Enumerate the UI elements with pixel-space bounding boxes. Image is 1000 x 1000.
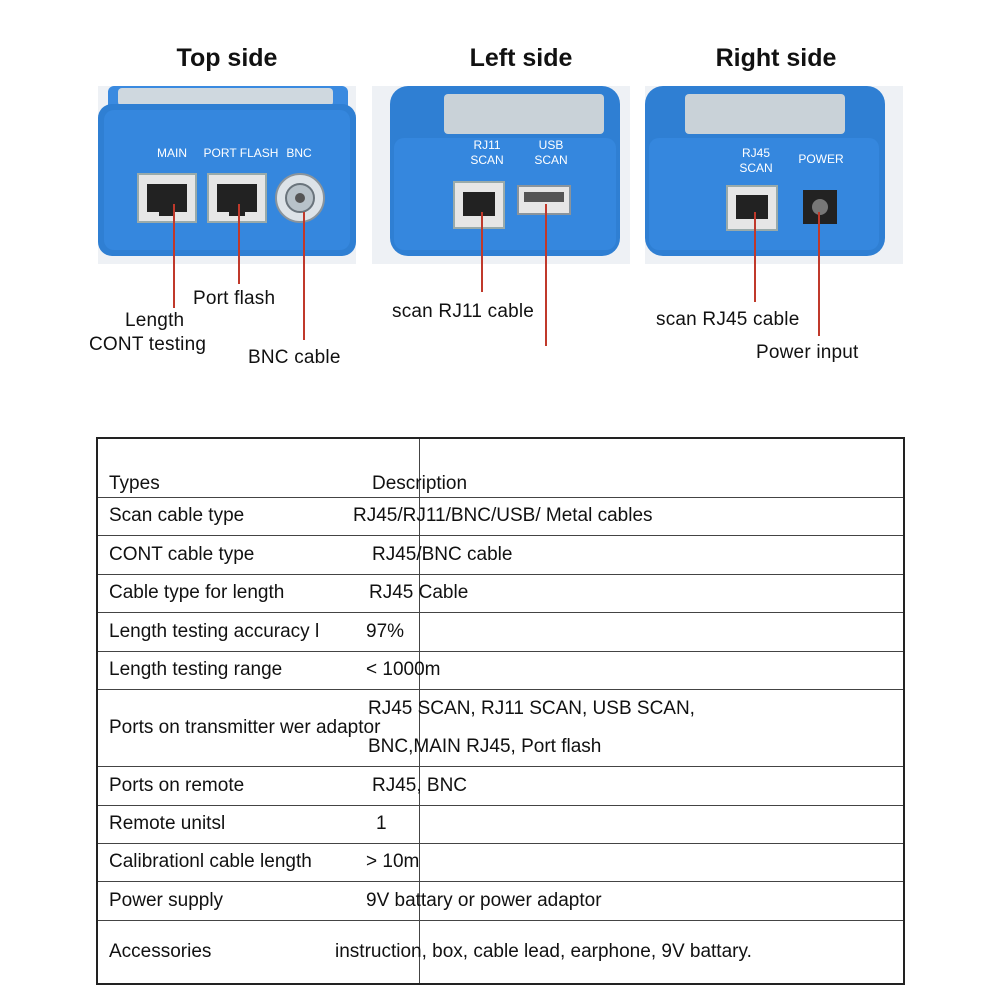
table-row bbox=[98, 689, 903, 767]
callout-line-main bbox=[173, 204, 175, 308]
table-cell-type: Power supply bbox=[109, 889, 224, 911]
table-row bbox=[98, 843, 903, 882]
top-side-photo bbox=[98, 86, 356, 264]
table-cell-description: RJ45/BNC cable bbox=[372, 543, 513, 565]
top-side-device-illustration bbox=[98, 86, 356, 264]
table-cell-description: RJ45, BNC bbox=[372, 774, 468, 796]
table-cell-type: Cable type for length bbox=[109, 582, 285, 603]
table-cell-type: Length testing range bbox=[109, 659, 283, 680]
table-cell-description: RJ45/RJ11/BNC/USB/ Metal cables bbox=[353, 505, 653, 526]
port-label-main: MAIN bbox=[157, 146, 187, 160]
heading-left-side: Left side bbox=[469, 44, 573, 72]
table-row bbox=[98, 574, 903, 613]
table-row bbox=[98, 612, 903, 652]
callout-line-usb bbox=[545, 204, 547, 346]
table-cell-description-line2: BNC,MAIN RJ45, Port flash bbox=[368, 736, 602, 757]
table-header-types: Types bbox=[109, 473, 160, 494]
table-cell-description: RJ45 SCAN, RJ11 SCAN, USB SCAN, bbox=[368, 698, 695, 719]
table-cell-description: 9V battary or power adaptor bbox=[366, 889, 602, 911]
table-header-description: Description bbox=[372, 473, 468, 494]
table-cell-description: RJ45 Cable bbox=[369, 582, 469, 603]
table-cell-type: Ports on remote bbox=[109, 774, 245, 796]
table-row bbox=[98, 535, 903, 575]
table-row bbox=[98, 881, 903, 921]
spec-table bbox=[96, 437, 905, 985]
port-label-power: POWER bbox=[798, 152, 844, 166]
callout-scan-rj11: scan RJ11 cable bbox=[392, 301, 535, 322]
table-row bbox=[98, 651, 903, 690]
callout-line-port-flash bbox=[238, 204, 240, 284]
callout-length: Length bbox=[125, 310, 185, 331]
callout-line-power bbox=[818, 212, 820, 336]
table-row bbox=[98, 920, 903, 984]
table-cell-type: Accessories bbox=[109, 940, 212, 962]
port-label-bnc: BNC bbox=[286, 146, 312, 160]
heading-top-side: Top side bbox=[176, 44, 278, 72]
port-label-usb-scan: USB SCAN bbox=[534, 138, 568, 167]
callout-cont-testing: CONT testing bbox=[89, 334, 207, 355]
callout-power-input: Power input bbox=[756, 342, 859, 363]
callout-bnc-cable: BNC cable bbox=[248, 347, 341, 368]
port-label-rj45-scan: RJ45 SCAN bbox=[739, 146, 773, 175]
table-cell-type: Calibrationl cable length bbox=[109, 851, 312, 872]
table-header-row bbox=[98, 439, 903, 497]
callout-line-bnc bbox=[303, 212, 305, 340]
table-cell-type: Length testing accuracy l bbox=[109, 620, 320, 642]
heading-right-side: Right side bbox=[715, 44, 837, 72]
table-cell-description: instruction, box, cable lead, earphone, 9V battary. bbox=[335, 940, 752, 962]
callout-line-rj45 bbox=[754, 212, 756, 302]
table-row bbox=[98, 805, 903, 844]
callout-line-rj11 bbox=[481, 212, 483, 292]
callout-port-flash: Port flash bbox=[193, 288, 276, 309]
table-row bbox=[98, 766, 903, 806]
table-cell-type: Ports on transmitter wer adaptor bbox=[109, 716, 381, 738]
table-cell-description: 1 bbox=[376, 813, 387, 834]
right-side-photo bbox=[645, 86, 903, 264]
table-cell-type: Scan cable type bbox=[109, 505, 245, 526]
table-cell-type: Remote unitsl bbox=[109, 813, 226, 834]
port-label-rj11-scan: RJ11 SCAN bbox=[470, 138, 504, 167]
table-cell-type: CONT cable type bbox=[109, 543, 255, 565]
table-row bbox=[98, 497, 903, 536]
callout-scan-rj45: scan RJ45 cable bbox=[656, 309, 800, 330]
table-cell-description: 97% bbox=[366, 620, 405, 642]
left-side-device-illustration bbox=[372, 86, 630, 264]
left-side-photo bbox=[372, 86, 630, 264]
port-label-port-flash: PORT FLASH bbox=[203, 146, 279, 160]
table-cell-description: > 10m bbox=[366, 851, 420, 872]
table-cell-description: < 1000m bbox=[366, 659, 441, 680]
